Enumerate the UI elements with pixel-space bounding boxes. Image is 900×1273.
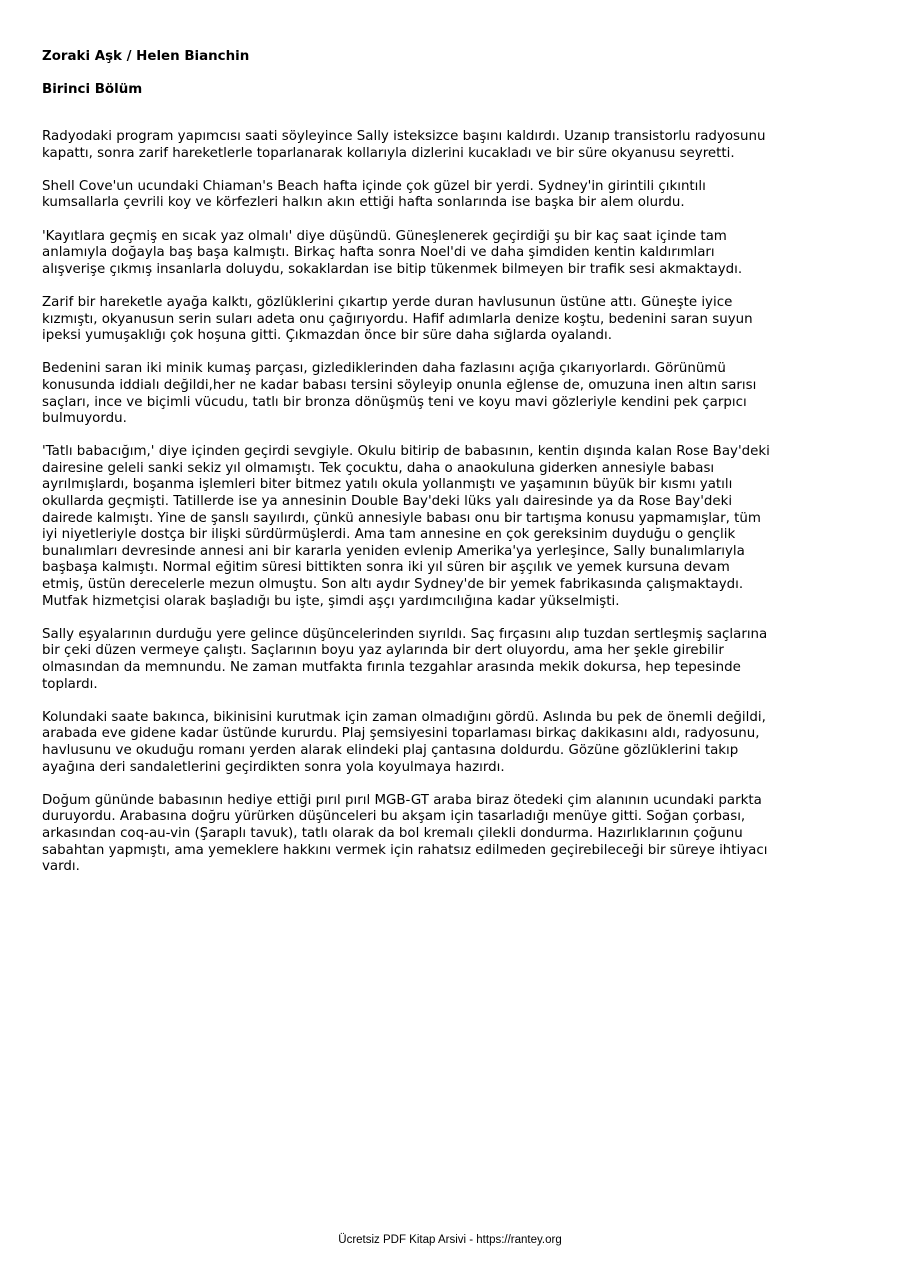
document-page (42, 48, 772, 892)
page-footer: Ücretsiz PDF Kitap Arsivi - https://rantey.org (338, 1234, 562, 1246)
paragraph: Bedenini saran iki minik kumaş parçası, gizlediklerinden daha fazlasını açığa çıkarıyorlardı. Görünümü konusunda iddialı değildi,her ne kadar babası tersini söyleyip onunla eğlense de, omuzuna inen altın sarısı saçları, ince ve biçimli vücudu, tatlı bir bronza dönüşmüş teni ve koyu mavi gözleriyle kendini pek çarpıcı bulmuyordu. (42, 361, 757, 427)
paragraph: Sally eşyalarının durduğu yere gelince düşüncelerinden sıyrıldı. Saç fırçasını alıp tuzdan sertleşmiş saçlarına bir çeki düzen vermeye çalıştı. Saçlarının boyu yaz aylarında bir dert oluyordu, ama her şekle girebilir olmasından da memnundu. Ne zaman mutfakta fırınla tezgahlar arasında mekik dokursa, hep tepesinde toplardı. (42, 626, 768, 692)
book-title: Zoraki Aşk / Helen Bianchin (42, 49, 250, 64)
paragraph: Radyodaki program yapımcısı saati söyleyince Sally isteksizce başını kaldırdı. Uzanıp transistorlu radyosunu kapattı, sonra zarif hareketlerle toparlanarak kollarıyla dizlerini kucakladı ve bir süre okyanusu seyretti. (42, 129, 766, 161)
paragraph: Zarif bir hareketle ayağa kalktı, gözlüklerini çıkartıp yerde duran havlusunun üstüne attı. Güneşte iyice kızmıştı, okyanusun serin suları adeta onu çağırıyordu. Hafif adımlarla denize koştu, bedenini saran suyun ipeksi yumuşaklığı çok hoşuna gitti. Çıkmazdan önce bir süre daha sığlarda oyalandı. (42, 294, 753, 344)
chapter-heading: Birinci Bölüm (42, 82, 143, 97)
paragraph: Kolundaki saate bakınca, bikinisini kurutmak için zaman olmadığını gördü. Aslında bu pek de önemli değildi, arabada eve gidene kadar üstünde kururdu. Plaj şemsiyesini toparlaması birkaç dakikasını aldı, radyosunu, havlusunu ve okuduğu romanı yerden alarak elindeki plaj çantasına doldurdu. Gözüne gözlüklerini takıp ayağına deri sandaletlerini geçirdikten sonra yola koyulmaya hazırdı. (42, 709, 766, 775)
paragraph: Shell Cove'un ucundaki Chiaman's Beach hafta içinde çok güzel bir yerdi. Sydney'in girintili çıkıntılı kumsallarla çevrili koy ve körfezleri halkın akın ettiği hafta sonlarında ise başka bir alem olurdu. (42, 178, 706, 211)
paragraph: Doğum gününde babasının hediye ettiği pırıl pırıl MGB-GT araba biraz ötedeki çim alanının ucundaki parkta duruyordu. Arabasına doğru yürürken düşünceleri bu akşam için tasarladığı menüye gitti. Soğan çorbası, arkasından coq-au-vin (Şaraplı tavuk), tatlı olarak da bol kremalı çilekli dondurma. Hazırlıklarının çoğunu sabahtan yapmıştı, ama yemeklere hakkını vermek için rahatsız edilmeden geçirebileceği bir süreye ihtiyacı vardı. (42, 792, 768, 875)
paragraph: 'Kayıtlara geçmiş en sıcak yaz olmalı' diye düşündü. Güneşlenerek geçirdiği şu bir kaç saat içinde tam anlamıyla doğayla baş başa kalmıştı. Birkaç hafta sonra Noel'di ve daha şimdiden kentin kaldırımları alışverişe çıkmış insanlarla doluydu, sokaklardan ise bitip tükenmek bilmeyen bir trafik sesi akmaktaydı. (42, 228, 743, 277)
paragraph: 'Tatlı babacığım,' diye içinden geçirdi sevgiyle. Okulu bitirip de babasının, kentin dışında kalan Rose Bay'deki dairesine geleli sanki sekiz yıl olmamıştı. Tek çocuktu, daha o anaokuluna giderken annesiyle babası ayrılmışlardı, boşanma işlemleri biter bitmez yatılı okula yollanmıştı ve yaşamının büyük bir kısmı yatılı okullarda geçmişti. Tatillerde ise ya annesinin Double Bay'deki lüks yalı dairesinde ya da Rose Bay'deki dairede kalmıştı. Yine de şanslı sayılırdı, çünkü annesiyle babası onu bir tartışma konusu yapmamışlar, tüm iyi niyetleriyle dostça bir ilişki sürdürmüşlerdi. Ama tam annesine en çok gereksinim duyduğu o gençlik bunalımları devresinde annesi ani bir kararla yeniden evlenip Amerika'ya yerleşince, Sally bunalımlarıyla başbaşa kalmıştı. Normal eğitim süresi bittikten sonra iki yıl süren bir aşçılık ve yemek kursuna devam etmiş, üstün derecelerle mezun olmuştu. Son altı aydır Sydney'de bir yemek fabrikasında çalışmaktaydı. Mutfak hizmetçisi olarak başladığı bu işte, şimdi aşçı yardımcılığına kadar yükselmişti. (42, 444, 770, 609)
